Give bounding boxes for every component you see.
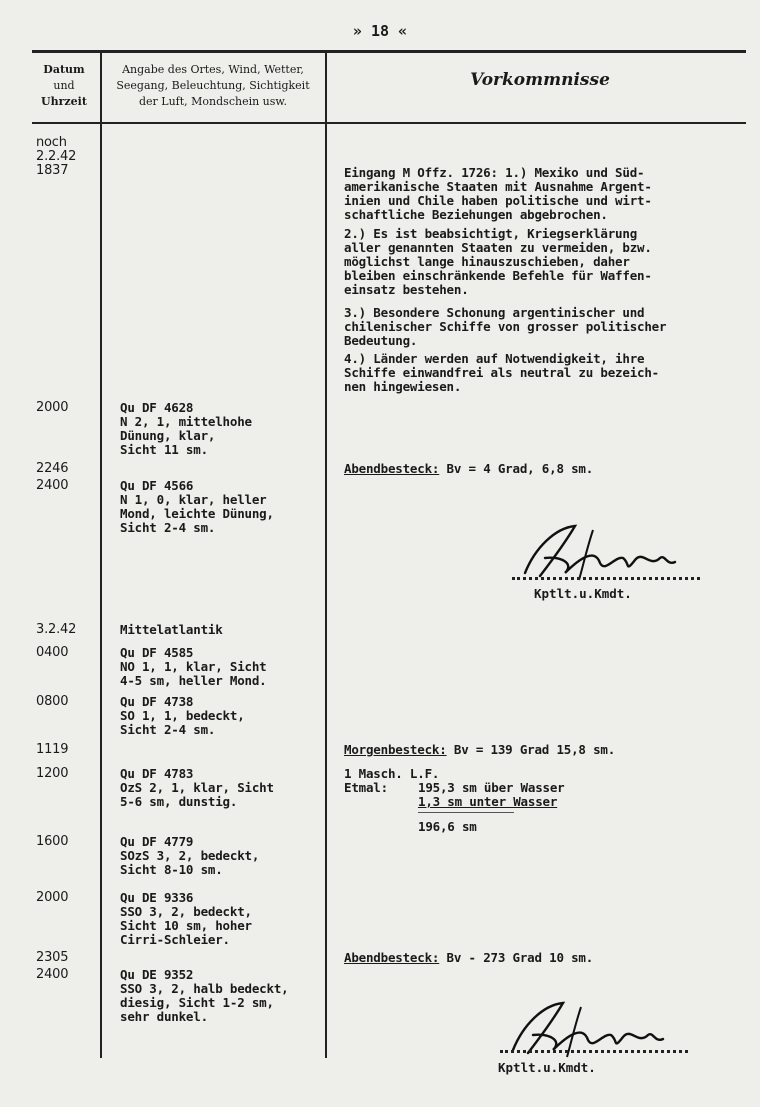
event-line: nen hingewiesen.	[344, 379, 462, 394]
signature-line	[512, 577, 700, 580]
header-date-line: Uhrzeit	[41, 95, 87, 108]
event-line: möglichst lange hinauszuschieben, daher	[344, 254, 630, 269]
etmal-line: 1,3 sm unter Wasser	[418, 794, 558, 809]
time-cell: 2400	[36, 478, 69, 493]
place-line: Qu DF 4628	[120, 400, 194, 415]
event-text: Bv = 139 Grad 15,8 sm.	[446, 742, 616, 757]
time-cell: 1119	[36, 742, 69, 757]
place-line: Mittelatlantik	[120, 622, 223, 637]
header-date-line: und	[53, 79, 75, 92]
time-cell: noch	[36, 135, 67, 150]
time-cell: 2305	[36, 950, 69, 965]
header-place-line: Angabe des Ortes, Wind, Wetter,	[122, 63, 304, 76]
header-place-line: der Luft, Mondschein usw.	[138, 95, 288, 108]
time-cell: 2400	[36, 967, 69, 982]
column-divider-1	[100, 52, 102, 1058]
place-line: Mond, leichte Dünung,	[120, 506, 274, 521]
time-cell: 2246	[36, 461, 69, 476]
etmal-line: 195,3 sm über Wasser	[418, 780, 565, 795]
place-line: SSO 3, 2, bedeckt,	[120, 904, 252, 919]
place-line: Dünung, klar,	[120, 428, 216, 443]
time-cell: 1200	[36, 766, 69, 781]
place-line: diesig, Sicht 1-2 sm,	[120, 995, 274, 1010]
top-rule	[32, 50, 746, 53]
event-line: 2.) Es ist beabsichtigt, Kriegserklärung	[344, 226, 638, 241]
signature-label: Kptlt.u.Kmdt.	[498, 1060, 596, 1075]
time-cell: 3.2.42	[36, 622, 77, 637]
place-line: Qu DF 4783	[120, 766, 194, 781]
event-line: 3.) Besondere Schonung argentinischer und	[344, 305, 645, 320]
event-line: schaftliche Beziehungen abgebrochen.	[344, 207, 608, 222]
header-events: Vorkommnisse	[470, 70, 610, 90]
event-line: chilenischer Schiffe von grosser politischer	[344, 319, 667, 334]
etmal-total: 196,6 sm	[418, 819, 477, 834]
time-cell: 1837	[36, 163, 69, 178]
place-line: 4-5 sm, heller Mond.	[120, 673, 267, 688]
time-cell: 0400	[36, 645, 69, 660]
place-line: SO 1, 1, bedeckt,	[120, 708, 245, 723]
signature-label: Kptlt.u.Kmdt.	[534, 586, 632, 601]
place-line: Qu DE 9336	[120, 890, 194, 905]
header-date	[32, 62, 96, 110]
place-line: N 1, 0, klar, heller	[120, 492, 267, 507]
event-label: Morgenbesteck:	[344, 742, 447, 757]
event-line: inien und Chile haben politische und wirt-	[344, 193, 652, 208]
place-line: Qu DF 4585	[120, 645, 194, 660]
place-line: OzS 2, 1, klar, Sicht	[120, 780, 274, 795]
event-line	[344, 462, 593, 476]
place-line: Qu DF 4779	[120, 834, 194, 849]
header-rule	[32, 122, 746, 124]
etmal-label: Etmal:	[344, 780, 388, 795]
page-number: » 18 «	[352, 22, 408, 40]
place-line: SSO 3, 2, halb bedeckt,	[120, 981, 289, 996]
place-line: SOzS 3, 2, bedeckt,	[120, 848, 260, 863]
place-line: Qu DE 9352	[120, 967, 194, 982]
place-line: sehr dunkel.	[120, 1009, 208, 1024]
signature-line	[500, 1050, 688, 1053]
place-line: NO 1, 1, klar, Sicht	[120, 659, 267, 674]
header-place	[102, 62, 324, 110]
event-line: bleiben einschränkende Befehle für Waffen-	[344, 268, 652, 283]
etmal-sum-rule	[418, 812, 514, 813]
event-line	[344, 743, 615, 757]
column-divider-2	[325, 52, 327, 1058]
event-line: 1 Masch. L.F.	[344, 766, 440, 781]
place-line: Sicht 2-4 sm.	[120, 722, 216, 737]
place-line: Qu DF 4566	[120, 478, 194, 493]
place-line: Sicht 11 sm.	[120, 442, 208, 457]
time-cell: 2000	[36, 890, 69, 905]
event-text: Bv = 4 Grad, 6,8 sm.	[439, 461, 594, 476]
time-cell: 2000	[36, 400, 69, 415]
time-cell: 0800	[36, 694, 69, 709]
event-label: Abendbesteck:	[344, 950, 440, 965]
event-line: Eingang M Offz. 1726: 1.) Mexiko und Süd-	[344, 165, 645, 180]
place-line: Sicht 10 sm, hoher	[120, 918, 252, 933]
time-cell: 2.2.42	[36, 149, 77, 164]
place-line: Sicht 8-10 sm.	[120, 862, 223, 877]
event-line: Bedeutung.	[344, 333, 418, 348]
event-text: Bv - 273 Grad 10 sm.	[439, 950, 594, 965]
event-line: 4.) Länder werden auf Notwendigkeit, ihre	[344, 351, 645, 366]
signature-image	[495, 995, 675, 1065]
time-cell: 1600	[36, 834, 69, 849]
event-line: aller genannten Staaten zu vermeiden, bzw.	[344, 240, 652, 255]
header-place-line: Seegang, Beleuchtung, Sichtigkeit	[116, 79, 310, 92]
event-line: amerikanische Staaten mit Ausnahme Argent-	[344, 179, 652, 194]
place-line: Qu DF 4738	[120, 694, 194, 709]
place-line: Cirri-Schleier.	[120, 932, 230, 947]
place-line: Sicht 2-4 sm.	[120, 520, 216, 535]
event-line: Schiffe einwandfrei als neutral zu bezeich-	[344, 365, 660, 380]
event-line	[344, 951, 593, 965]
header-date-line: Datum	[43, 63, 85, 76]
event-label: Abendbesteck:	[344, 461, 440, 476]
place-line: 5-6 sm, dunstig.	[120, 794, 238, 809]
event-line: einsatz bestehen.	[344, 282, 469, 297]
place-line: N 2, 1, mittelhohe	[120, 414, 252, 429]
